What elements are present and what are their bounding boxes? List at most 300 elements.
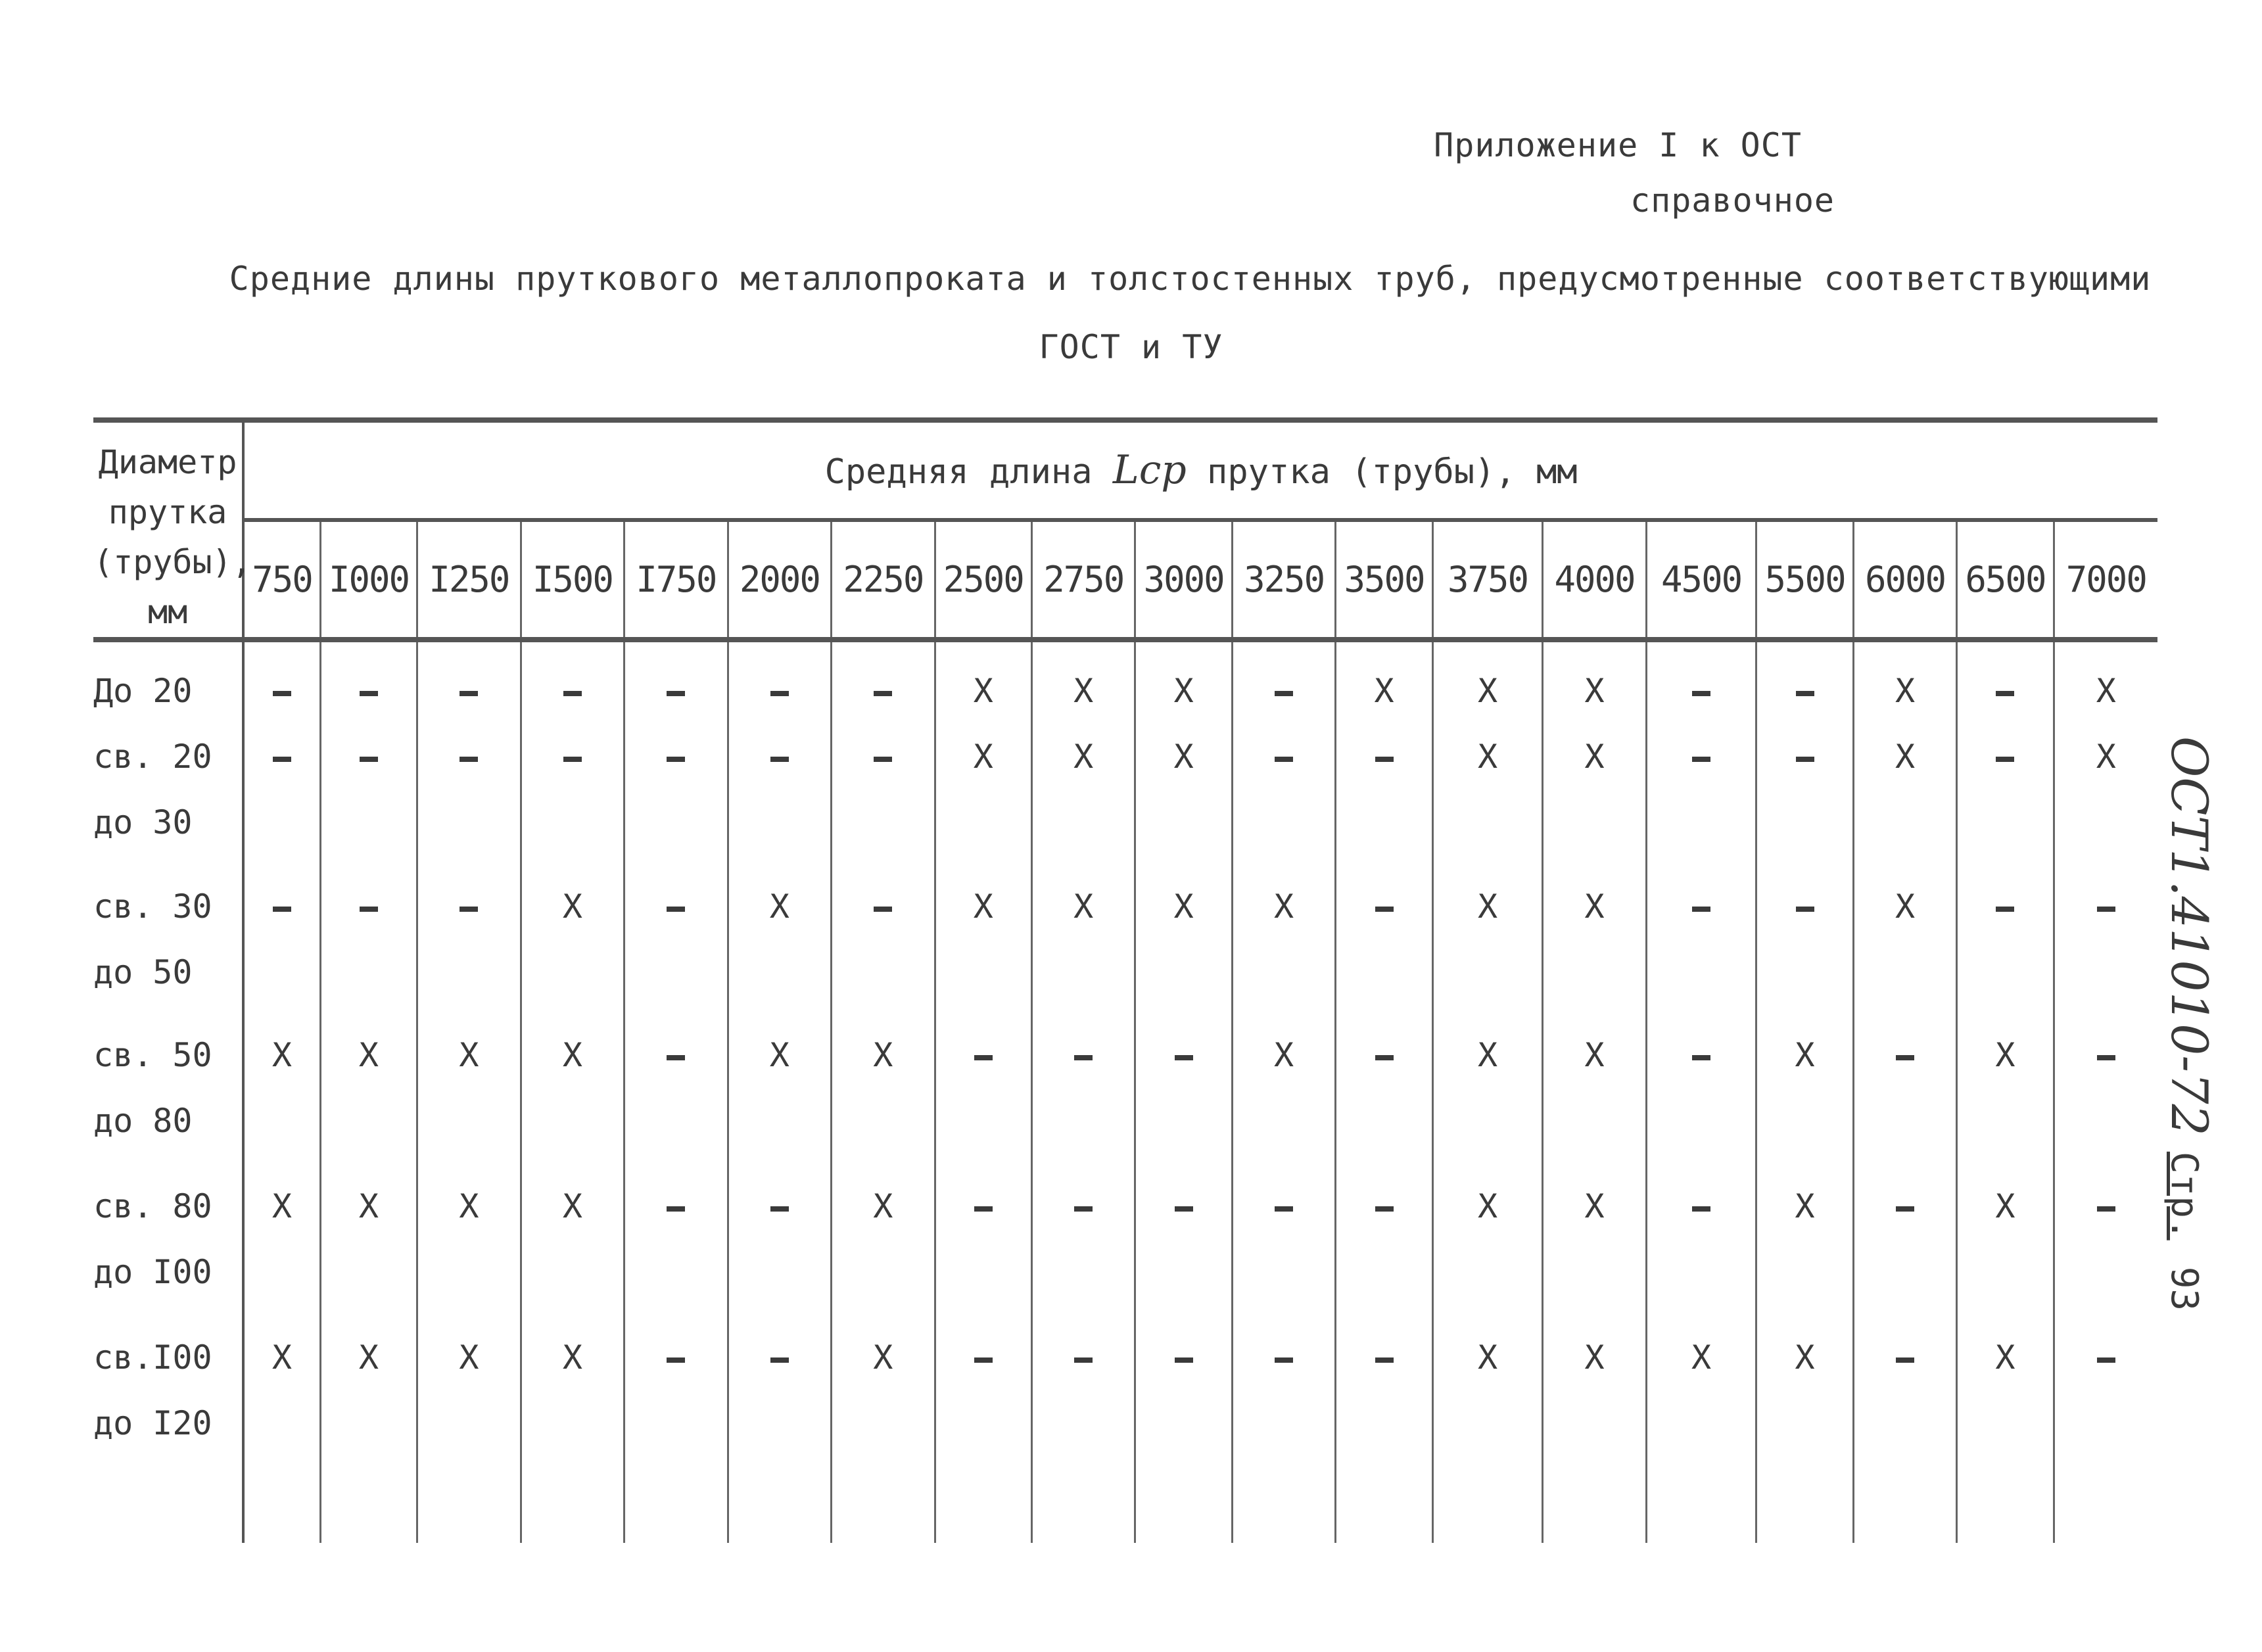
available-mark: X <box>459 1338 479 1377</box>
availability-cell <box>320 724 417 874</box>
dash-mark <box>667 1357 685 1363</box>
availability-cell <box>1432 1022 1543 1173</box>
availability-cell <box>1232 1022 1335 1173</box>
length-column-header: 5500 <box>1756 520 1853 640</box>
diameter-header-line: мм <box>147 593 188 631</box>
diameter-label <box>93 1325 243 1477</box>
table-row <box>93 724 2157 874</box>
available-mark: X <box>1584 1338 1605 1377</box>
not-available-mark <box>625 724 726 790</box>
availability-cell <box>417 1325 521 1477</box>
not-available-mark <box>625 1173 726 1239</box>
availability-cell <box>624 1325 728 1477</box>
not-available-mark <box>418 874 519 939</box>
diameter-label-line: до 80 <box>93 1102 193 1140</box>
availability-cell <box>1135 724 1232 874</box>
dash-mark <box>2097 907 2115 912</box>
dash-mark <box>360 757 378 762</box>
availability-cell <box>2054 724 2157 874</box>
availability-cell <box>1853 1022 1956 1173</box>
available-mark: X <box>1795 1036 1815 1074</box>
available-mark: X <box>1477 887 1498 926</box>
available-mark: X <box>1173 672 1194 710</box>
dash-mark <box>770 757 789 762</box>
not-available-mark <box>1336 1173 1431 1239</box>
dash-mark <box>2097 1055 2115 1060</box>
dash-mark <box>1275 1206 1293 1212</box>
length-column-header: I500 <box>521 520 624 640</box>
availability-cell <box>1853 640 1956 724</box>
not-available-mark <box>729 724 830 790</box>
length-column-header: I750 <box>624 520 728 640</box>
availability-cell <box>1432 1325 1543 1477</box>
not-available-mark <box>2055 874 2157 939</box>
not-available-mark <box>1647 1173 1756 1239</box>
appendix-subtitle: справочное <box>1630 181 1835 220</box>
dash-mark <box>273 907 291 912</box>
not-available-mark <box>321 874 416 939</box>
availability-cell <box>1135 1325 1232 1477</box>
availability-cell <box>1853 1325 1956 1477</box>
availability-cell <box>320 1022 417 1173</box>
available-mark: X <box>358 1036 379 1074</box>
page-word: Стр. <box>2163 1151 2205 1240</box>
available-mark: X <box>1691 1338 1712 1377</box>
availability-cell <box>1646 724 1756 874</box>
dash-mark <box>1074 1055 1093 1060</box>
length-column-header: 3500 <box>1336 520 1432 640</box>
dash-mark <box>874 757 892 762</box>
not-available-mark <box>1854 1022 1956 1088</box>
not-available-mark <box>1233 724 1334 790</box>
not-available-mark <box>936 1022 1031 1088</box>
availability-cell <box>243 724 320 874</box>
length-column-header: 6000 <box>1853 520 1956 640</box>
filler-cell <box>1031 1477 1135 1543</box>
availability-cell <box>624 640 728 724</box>
appendix-title: Приложение I к ОСТ <box>1434 126 1802 164</box>
filler-cell <box>1756 1477 1853 1543</box>
length-column-header: 3750 <box>1432 520 1543 640</box>
dash-mark <box>1692 907 1710 912</box>
not-available-mark <box>1336 724 1431 790</box>
availability-cell <box>1336 640 1432 724</box>
not-available-mark <box>1336 1325 1431 1390</box>
dash-mark <box>1896 1357 1914 1363</box>
availability-cell <box>320 640 417 724</box>
not-available-mark <box>522 724 623 790</box>
not-available-mark <box>245 658 319 724</box>
availability-cell <box>1853 874 1956 1022</box>
availability-cell <box>728 1022 831 1173</box>
diameter-label-line: до I20 <box>93 1404 212 1442</box>
availability-cell <box>521 1022 624 1173</box>
not-available-mark <box>321 724 416 790</box>
available-mark: X <box>1173 887 1194 926</box>
not-available-mark <box>832 874 933 939</box>
not-available-mark <box>1033 1325 1134 1390</box>
table-row <box>93 1022 2157 1173</box>
filler-cell <box>1336 1477 1432 1543</box>
dash-mark <box>1375 757 1394 762</box>
availability-cell <box>521 640 624 724</box>
not-available-mark <box>1033 1173 1134 1239</box>
availability-cell <box>1135 1022 1232 1173</box>
availability-cell <box>1756 1325 1853 1477</box>
available-mark: X <box>1584 1187 1605 1225</box>
available-mark: X <box>1477 1036 1498 1074</box>
not-available-mark <box>625 1325 726 1390</box>
available-mark: X <box>1895 672 1916 710</box>
availability-cell <box>2054 1173 2157 1325</box>
filler-cell <box>2054 1477 2157 1543</box>
availability-cell <box>728 874 831 1022</box>
availability-cell <box>624 874 728 1022</box>
dash-mark <box>1996 907 2014 912</box>
availability-cell <box>1336 1022 1432 1173</box>
not-available-mark <box>1757 658 1852 724</box>
availability-cell <box>1543 1173 1646 1325</box>
dash-mark <box>974 1055 993 1060</box>
available-mark: X <box>1584 672 1605 710</box>
dash-mark <box>770 1206 789 1212</box>
diameter-label-line: до I00 <box>93 1253 212 1291</box>
availability-cell <box>935 874 1031 1022</box>
availability-cell <box>1957 724 2054 874</box>
available-mark: X <box>1795 1338 1815 1377</box>
availability-cell <box>2054 874 2157 1022</box>
availability-cell <box>1031 1022 1135 1173</box>
availability-cell <box>1756 874 1853 1022</box>
availability-cell <box>1756 1173 1853 1325</box>
filler-cell <box>243 1477 320 1543</box>
not-available-mark <box>625 874 726 939</box>
availability-cell <box>935 640 1031 724</box>
available-mark: X <box>1895 887 1916 926</box>
not-available-mark <box>1958 724 2052 790</box>
availability-cell <box>728 1325 831 1477</box>
availability-cell <box>1232 640 1335 724</box>
availability-cell <box>1957 1022 2054 1173</box>
available-mark: X <box>1274 1036 1294 1074</box>
dash-mark <box>360 691 378 696</box>
diameter-label-line: св. 30 <box>93 887 212 926</box>
dash-mark <box>1996 757 2014 762</box>
dash-mark <box>1275 691 1293 696</box>
diameter-label-line: св.I00 <box>93 1338 212 1377</box>
diameter-label <box>93 1173 243 1325</box>
side-stamp <box>2160 736 2219 1311</box>
diameter-label-line: до 30 <box>93 803 193 841</box>
available-mark: X <box>873 1338 893 1377</box>
filler-cell <box>1646 1477 1756 1543</box>
availability-cell <box>1957 874 2054 1022</box>
availability-cell <box>521 874 624 1022</box>
title-line-2: ГОСТ и ТУ <box>1039 328 1223 366</box>
available-mark: X <box>1274 887 1294 926</box>
availability-cell <box>1957 1325 2054 1477</box>
not-available-mark <box>625 1022 726 1088</box>
availability-cell <box>320 1173 417 1325</box>
availability-cell <box>1031 1173 1135 1325</box>
available-mark: X <box>562 1036 582 1074</box>
length-column-header: 7000 <box>2054 520 2157 640</box>
dash-mark <box>1375 1206 1394 1212</box>
availability-cell <box>728 724 831 874</box>
availability-cell <box>1853 724 1956 874</box>
dash-mark <box>459 757 478 762</box>
availability-cell <box>832 1325 935 1477</box>
availability-cell <box>417 874 521 1022</box>
page-number: 93 <box>2163 1266 2205 1311</box>
availability-cell <box>1031 874 1135 1022</box>
dash-mark <box>667 907 685 912</box>
availability-cell <box>1031 640 1135 724</box>
available-mark: X <box>2096 672 2116 710</box>
availability-cell <box>832 640 935 724</box>
not-available-mark <box>729 1173 830 1239</box>
availability-cell <box>521 724 624 874</box>
dash-mark <box>1275 1357 1293 1363</box>
availability-cell <box>1646 1173 1756 1325</box>
filler-cell <box>728 1477 831 1543</box>
dash-mark <box>563 691 582 696</box>
length-column-header: 2500 <box>935 520 1031 640</box>
availability-cell <box>935 724 1031 874</box>
not-available-mark <box>1757 724 1852 790</box>
not-available-mark <box>1958 658 2052 724</box>
available-mark: X <box>271 1036 293 1074</box>
availability-cell <box>1756 640 1853 724</box>
not-available-mark <box>1854 1173 1956 1239</box>
availability-cell <box>1135 874 1232 1022</box>
dash-mark <box>1074 1206 1093 1212</box>
dash-mark <box>874 691 892 696</box>
dash-mark <box>770 1357 789 1363</box>
dash-mark <box>667 1206 685 1212</box>
not-available-mark <box>522 658 623 724</box>
availability-cell <box>1543 724 1646 874</box>
not-available-mark <box>936 1325 1031 1390</box>
length-column-header: 3000 <box>1135 520 1232 640</box>
available-mark: X <box>1073 672 1094 710</box>
not-available-mark <box>1647 724 1756 790</box>
not-available-mark <box>1033 1022 1134 1088</box>
filler-cell <box>1432 1477 1543 1543</box>
available-mark: X <box>1477 738 1498 776</box>
diameter-header <box>93 420 252 640</box>
availability-cell <box>1232 1173 1335 1325</box>
availability-cell <box>417 724 521 874</box>
dash-mark <box>459 691 478 696</box>
availability-cell <box>1432 640 1543 724</box>
diameter-header-line: (трубы), <box>93 543 252 581</box>
length-column-header: 2000 <box>728 520 831 640</box>
availability-cell <box>832 1022 935 1173</box>
availability-cell <box>935 1173 1031 1325</box>
dash-mark <box>273 691 291 696</box>
available-mark: X <box>271 1187 293 1225</box>
availability-cell <box>1853 1173 1956 1325</box>
filler-cell <box>93 1477 243 1543</box>
not-available-mark <box>729 658 830 724</box>
availability-cell <box>935 1022 1031 1173</box>
table-filler-row <box>93 1477 2157 1543</box>
filler-cell <box>320 1477 417 1543</box>
availability-cell <box>1957 640 2054 724</box>
not-available-mark <box>1958 874 2052 939</box>
dash-mark <box>1275 757 1293 762</box>
availability-cell <box>243 874 320 1022</box>
dash-mark <box>1175 1357 1193 1363</box>
available-mark: X <box>1477 1187 1498 1225</box>
table-row <box>93 640 2157 724</box>
availability-cell <box>243 1325 320 1477</box>
dash-mark <box>1692 757 1710 762</box>
filler-cell <box>935 1477 1031 1543</box>
length-column-header: 4500 <box>1646 520 1756 640</box>
document-code: ОСТ1.41010-72 <box>2160 736 2219 1136</box>
document-title <box>0 245 2262 381</box>
dash-mark <box>1074 1357 1093 1363</box>
availability-cell <box>1232 874 1335 1022</box>
diameter-label-line: св. 80 <box>93 1187 212 1225</box>
availability-cell <box>1543 1022 1646 1173</box>
availability-cell <box>320 874 417 1022</box>
availability-cell <box>417 1022 521 1173</box>
length-symbol: Lср <box>1112 447 1187 494</box>
availability-cell <box>1543 874 1646 1022</box>
not-available-mark <box>1647 1022 1756 1088</box>
availability-cell <box>1543 640 1646 724</box>
availability-cell <box>1432 1173 1543 1325</box>
not-available-mark <box>2055 1173 2157 1239</box>
dash-mark <box>1896 1055 1914 1060</box>
availability-cell <box>243 1022 320 1173</box>
diameter-label-line: До 20 <box>93 672 193 710</box>
not-available-mark <box>1136 1325 1231 1390</box>
length-column-header: I250 <box>417 520 521 640</box>
not-available-mark <box>245 874 319 939</box>
not-available-mark <box>832 724 933 790</box>
availability-cell <box>1646 1022 1756 1173</box>
length-column-header: 2750 <box>1031 520 1135 640</box>
availability-cell <box>1756 724 1853 874</box>
availability-cell <box>1336 724 1432 874</box>
not-available-mark <box>1757 874 1852 939</box>
diameter-label <box>93 640 243 724</box>
not-available-mark <box>418 658 519 724</box>
available-mark: X <box>358 1338 379 1377</box>
availability-cell <box>521 1173 624 1325</box>
available-mark: X <box>1795 1187 1815 1225</box>
not-available-mark <box>1647 874 1756 939</box>
availability-cell <box>1957 1173 2054 1325</box>
not-available-mark <box>1854 1325 1956 1390</box>
dash-mark <box>667 691 685 696</box>
diameter-header-line: прутка <box>108 493 227 531</box>
dash-mark <box>667 757 685 762</box>
available-mark: X <box>1895 738 1916 776</box>
available-mark: X <box>973 672 993 710</box>
availability-cell <box>624 1173 728 1325</box>
availability-cell <box>624 1022 728 1173</box>
available-mark: X <box>769 1036 789 1074</box>
availability-cell <box>2054 1022 2157 1173</box>
filler-cell <box>1135 1477 1232 1543</box>
availability-cell <box>1031 724 1135 874</box>
diameter-label-line: до 50 <box>93 953 193 991</box>
availability-cell <box>1646 874 1756 1022</box>
available-mark: X <box>1374 672 1394 710</box>
available-mark: X <box>562 1338 582 1377</box>
available-mark: X <box>1584 738 1605 776</box>
not-available-mark <box>1233 658 1334 724</box>
dash-mark <box>1375 907 1394 912</box>
not-available-mark <box>2055 1325 2157 1390</box>
availability-cell <box>728 640 831 724</box>
dash-mark <box>1175 1206 1193 1212</box>
not-available-mark <box>2055 1022 2157 1088</box>
dash-mark <box>1175 1055 1193 1060</box>
availability-cell <box>1135 1173 1232 1325</box>
dash-mark <box>1692 1206 1710 1212</box>
dash-mark <box>2097 1206 2115 1212</box>
filler-cell <box>1853 1477 1956 1543</box>
not-available-mark <box>1136 1022 1231 1088</box>
available-mark: X <box>973 887 993 926</box>
dash-mark <box>1375 1055 1394 1060</box>
available-mark: X <box>873 1187 893 1225</box>
not-available-mark <box>1336 1022 1431 1088</box>
dash-mark <box>273 757 291 762</box>
dash-mark <box>874 907 892 912</box>
available-mark: X <box>1477 672 1498 710</box>
diameter-label <box>93 724 243 874</box>
dash-mark <box>770 691 789 696</box>
not-available-mark <box>1647 658 1756 724</box>
dash-mark <box>1375 1357 1394 1363</box>
availability-cell <box>2054 1325 2157 1477</box>
average-length-header-post: прутка (трубы), мм <box>1207 452 1578 492</box>
available-mark: X <box>973 738 993 776</box>
not-available-mark <box>245 724 319 790</box>
not-available-mark <box>321 658 416 724</box>
availability-cell <box>1646 1325 1756 1477</box>
available-mark: X <box>1173 738 1194 776</box>
dash-mark <box>563 757 582 762</box>
not-available-mark <box>1336 874 1431 939</box>
filler-cell <box>417 1477 521 1543</box>
availability-cell <box>1543 1325 1646 1477</box>
diameter-label-line: св. 50 <box>93 1036 212 1074</box>
available-mark: X <box>271 1338 293 1377</box>
not-available-mark <box>625 658 726 724</box>
available-mark: X <box>459 1036 479 1074</box>
availability-cell <box>832 1173 935 1325</box>
availability-cell <box>1646 640 1756 724</box>
not-available-mark <box>1233 1173 1334 1239</box>
diameter-header-line: Диаметр <box>98 443 237 481</box>
availability-cell <box>1336 874 1432 1022</box>
not-available-mark <box>1233 1325 1334 1390</box>
available-mark: X <box>769 887 789 926</box>
filler-cell <box>521 1477 624 1543</box>
available-mark: X <box>873 1036 893 1074</box>
availability-cell <box>1432 874 1543 1022</box>
availability-cell <box>1756 1022 1853 1173</box>
lengths-table <box>93 417 2157 1543</box>
